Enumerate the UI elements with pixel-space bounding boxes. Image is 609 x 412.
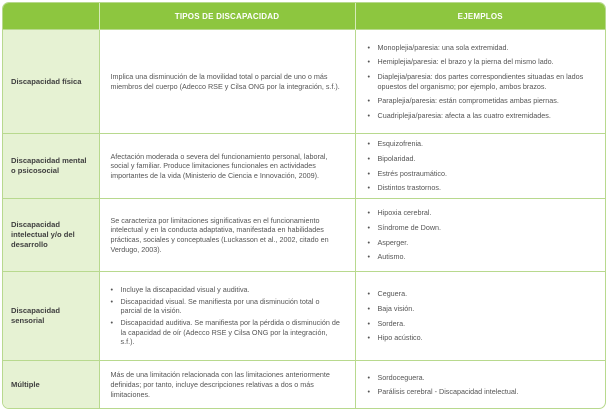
table-row-multiple bbox=[3, 361, 605, 409]
header-examples: EJEMPLOS bbox=[355, 3, 605, 30]
category-cell: Discapacidad intelectual y/o del desarrollo bbox=[3, 199, 99, 272]
examples-list bbox=[368, 208, 594, 261]
example-item: • Paraplejia/paresia: están comprometidas ambas piernas. bbox=[368, 96, 594, 106]
example-item: • Hipo acústico. bbox=[368, 333, 594, 343]
table-row-intellectual bbox=[3, 199, 605, 272]
category-cell: Discapacidad física bbox=[3, 30, 99, 134]
example-item: • Asperger. bbox=[368, 238, 594, 248]
example-item: • Bipolaridad. bbox=[368, 154, 594, 164]
examples-cell bbox=[355, 30, 605, 134]
header-types: TIPOS DE DISCAPACIDAD bbox=[99, 3, 355, 30]
example-item: • Sordoceguera. bbox=[368, 373, 594, 383]
example-item: • Esquizofrenia. bbox=[368, 139, 594, 149]
example-item: • Sordera. bbox=[368, 319, 594, 329]
examples-list bbox=[368, 373, 594, 397]
table-row-physical bbox=[3, 30, 605, 134]
example-item: • Baja visión. bbox=[368, 304, 594, 314]
examples-cell bbox=[355, 272, 605, 361]
example-item: • Cuadriplejia/paresia: afecta a las cuatro extremidades. bbox=[368, 111, 594, 121]
example-item: • Diaplejia/paresia: dos partes correspondientes situadas en lados opuestos del organismo; por ejemplo, ambos brazos. bbox=[368, 72, 594, 91]
example-item: • Estrés postraumático. bbox=[368, 169, 594, 179]
description-cell bbox=[99, 272, 355, 361]
example-item: • Hemiplejia/paresia: el brazo y la pierna del mismo lado. bbox=[368, 57, 594, 67]
description-cell: Se caracteriza por limitaciones significativas en el funcionamiento intelectual y en la conducta adaptativa, manifestada en habilidades prácticas, sociales y conceptuales (Luckasson et al., 2002, citado en Verdugo, 2003). bbox=[99, 199, 355, 272]
examples-list bbox=[368, 139, 594, 192]
example-item: • Autismo. bbox=[368, 252, 594, 262]
description-cell: Más de una limitación relacionada con las limitaciones anteriormente definidas; por tanto, incluye descripciones relativas a dos o más limitaciones. bbox=[99, 361, 355, 409]
category-cell: Discapacidad mental o psicosocial bbox=[3, 134, 99, 199]
example-item: • Síndrome de Down. bbox=[368, 223, 594, 233]
disability-types-table-frame bbox=[2, 2, 606, 409]
examples-list bbox=[368, 289, 594, 342]
category-cell: Múltiple bbox=[3, 361, 99, 409]
examples-cell bbox=[355, 199, 605, 272]
examples-cell bbox=[355, 361, 605, 409]
example-item: • Distintos trastornos. bbox=[368, 183, 594, 193]
description-cell: Afectación moderada o severa del funcionamiento personal, laboral, social y familiar. Produce limitaciones funcionales en actividades importantes de la vida (Ministerio de Ciencia e Innovación, 2009). bbox=[99, 134, 355, 199]
header-empty-cell bbox=[3, 3, 99, 30]
example-item: • Hipoxia cerebral. bbox=[368, 208, 594, 218]
description-item: • Incluye la discapacidad visual y auditiva. bbox=[111, 285, 343, 295]
description-cell: Implica una disminución de la movilidad total o parcial de uno o más miembros del cuerpo (Adecco RSE y Cilsa ONG por la integración, s.f.). bbox=[99, 30, 355, 134]
description-item: • Discapacidad visual. Se manifiesta por una disminución total o parcial de la visión. bbox=[111, 297, 343, 316]
examples-cell bbox=[355, 134, 605, 199]
description-item: • Discapacidad auditiva. Se manifiesta por la pérdida o disminución de la capacidad de oír (Adecco RSE y Cilsa ONG por la integración, s.f.). bbox=[111, 318, 343, 347]
example-item: • Monoplejia/paresia: una sola extremidad. bbox=[368, 43, 594, 53]
disability-types-table bbox=[3, 3, 605, 409]
examples-list bbox=[368, 43, 594, 121]
example-item: • Ceguera. bbox=[368, 289, 594, 299]
table-row-mental bbox=[3, 134, 605, 199]
table-row-sensory bbox=[3, 272, 605, 361]
example-item: • Parálisis cerebral - Discapacidad intelectual. bbox=[368, 387, 594, 397]
description-list bbox=[111, 285, 343, 347]
header-row bbox=[3, 3, 605, 30]
category-cell: Discapacidad sensorial bbox=[3, 272, 99, 361]
